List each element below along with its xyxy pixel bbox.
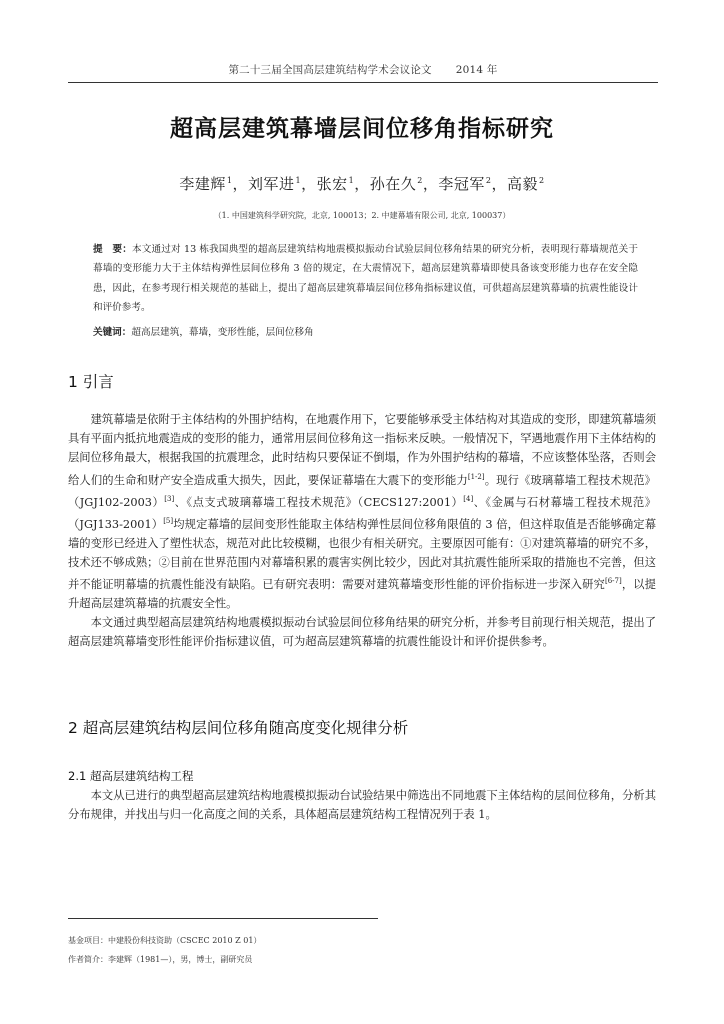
author-separator: ， <box>354 175 370 193</box>
body-paragraph: 本文从已进行的典型超高层建筑结构地震模拟振动台试验结果中筛选出不同地震下主体结构的层间位移角，分析其分布规律，并找出与归一化高度之间的关系，具体超高层建筑结构工程情况列于表 1。 <box>68 789 656 822</box>
section-heading-drift-analysis: 2 超高层建筑结构层间位移角随高度变化规律分析 <box>68 719 409 737</box>
author-name: 李建辉 <box>179 175 226 193</box>
text-run: 均规定幕墙的层间变形性能取主体结构弹性层间位移角限值的 3 倍，但这样取值是否能够确定幕墙的变形已经进入了塑性状态，规范对此比较模糊，也很少有相关研究。主要原因可能有：①对建筑幕墙的研究不多，技术还不够成熟；②目前在世界范围内对幕墙积累的震害实例比较少，因此对其抗震性能所采取的措施也不完善，但这并不能证明幕墙的抗震性能没有缺陷。已有研究表明：需要对建筑幕墙变形性能的评价指标进一步深入研究 <box>68 517 657 591</box>
author-name: 李冠军 <box>438 175 485 193</box>
footnote-fund: 基金项目：中建股份科技资助（CSCEC 2010 Z 01） <box>68 936 262 945</box>
text-run: ，以提升超高层建筑幕墙的抗震安全性。 <box>68 577 656 610</box>
author-affiliation-mark: 2 <box>539 176 545 185</box>
keywords-text: 超高层建筑，幕墙，变形性能，层间位移角 <box>131 327 314 338</box>
text-run: 建筑幕墙是依附于主体结构的外围护结构，在地震作用下，它要能够承受主体结构对其造成的变形，即建筑幕墙须具有平面内抵抗地震造成的变形的能力，通常用层间位移角这一指标来反映。一般情况下，罕遇地震作用下主体结构的层间位移角最大，根据我国的抗震理念，此时结构只要保证不倒塌，作为外围护结构的幕墙，不应该整体坠落，否则会给人们的生命和财产安全造成重大损失，因此，要保证幕墙在大震下的变形能力 <box>68 413 656 487</box>
section-heading-introduction: 1 引言 <box>68 373 114 391</box>
citation[interactable]: [3] <box>164 494 175 503</box>
abstract-text: 本文通过对 13 栋我国典型的超高层建筑结构地震模拟振动台试验层间位移角结果的研究分析，表明现行幕墙规范关于幕墙的变形能力大于主体结构弹性层间位移角 3 倍的规定，在大震情况下，超高层建筑幕墙即使具备该变形能力也存在安全隐患，因此，在参考现行相关规范的基础上，提出了超高层建筑幕墙层间位移角指标建议值，可供超高层建筑幕墙的抗震性能设计和评价参考。 <box>93 244 639 314</box>
keywords <box>93 324 638 338</box>
author-list <box>0 173 724 194</box>
author-separator: ， <box>491 175 507 193</box>
text-run: 、《金属与石材幕墙工程技术规范》（JGJ133-2001） <box>68 495 657 531</box>
citation[interactable]: [1-2] <box>467 472 485 481</box>
author-affiliation-mark: 2 <box>417 176 423 185</box>
citation[interactable]: [5] <box>163 516 174 525</box>
text-run: 。现行《玻璃幕墙工程技术规范》（JGJ102-2003） <box>68 473 656 509</box>
citation[interactable]: [6-7] <box>604 576 622 585</box>
section-introduction-body <box>68 410 656 652</box>
author-separator: ， <box>422 175 439 193</box>
author-affiliation-mark: 1 <box>295 176 302 185</box>
abstract <box>93 240 638 318</box>
author-affiliation-mark: 1 <box>348 176 355 185</box>
footnote-author-bio: 作者简介：李建辉（1981—），男，博士，副研究员 <box>68 955 253 964</box>
text-run: 、《点支式玻璃幕墙工程技术规范》（CECS127:2001） <box>174 495 464 509</box>
author-name: 张宏 <box>316 175 348 193</box>
author-name: 刘军进 <box>248 175 295 193</box>
conference-name: 第二十三届全国高层建筑结构学术会议论文 <box>228 64 432 76</box>
keywords-label: 关键词： <box>93 327 132 338</box>
running-header <box>68 62 658 83</box>
author-name: 孙在久 <box>369 175 417 193</box>
author-separator: ， <box>232 175 248 193</box>
abstract-label: 提 要： <box>93 244 133 255</box>
body-paragraph: 本文通过典型超高层建筑结构地震模拟振动台试验层间位移角结果的研究分析，并参考目前现行相关规范，提出了超高层建筑幕墙变形性能评价指标建议值，可为超高层建筑幕墙的抗震性能设计和评价提供参考。 <box>68 616 656 649</box>
footnote-divider <box>68 918 378 919</box>
author-affiliations: （1. 中国建筑科学研究院，北京, 100013；2. 中建幕墙有限公司, 北京, 100037） <box>213 211 511 220</box>
conference-year: 2014 年 <box>455 64 498 76</box>
author-affiliation-mark: 1 <box>226 176 233 185</box>
citation[interactable]: [4] <box>463 494 474 503</box>
subsection-heading-structures: 2.1 超高层建筑结构工程 <box>68 769 194 783</box>
paper-title: 超高层建筑幕墙层间位移角指标研究 <box>170 116 554 142</box>
author-affiliation-mark: 2 <box>485 176 492 185</box>
author-separator: ， <box>301 175 317 193</box>
subsection-structures-body <box>68 786 656 824</box>
author-name: 高毅 <box>507 175 539 193</box>
body-paragraph <box>68 410 656 613</box>
